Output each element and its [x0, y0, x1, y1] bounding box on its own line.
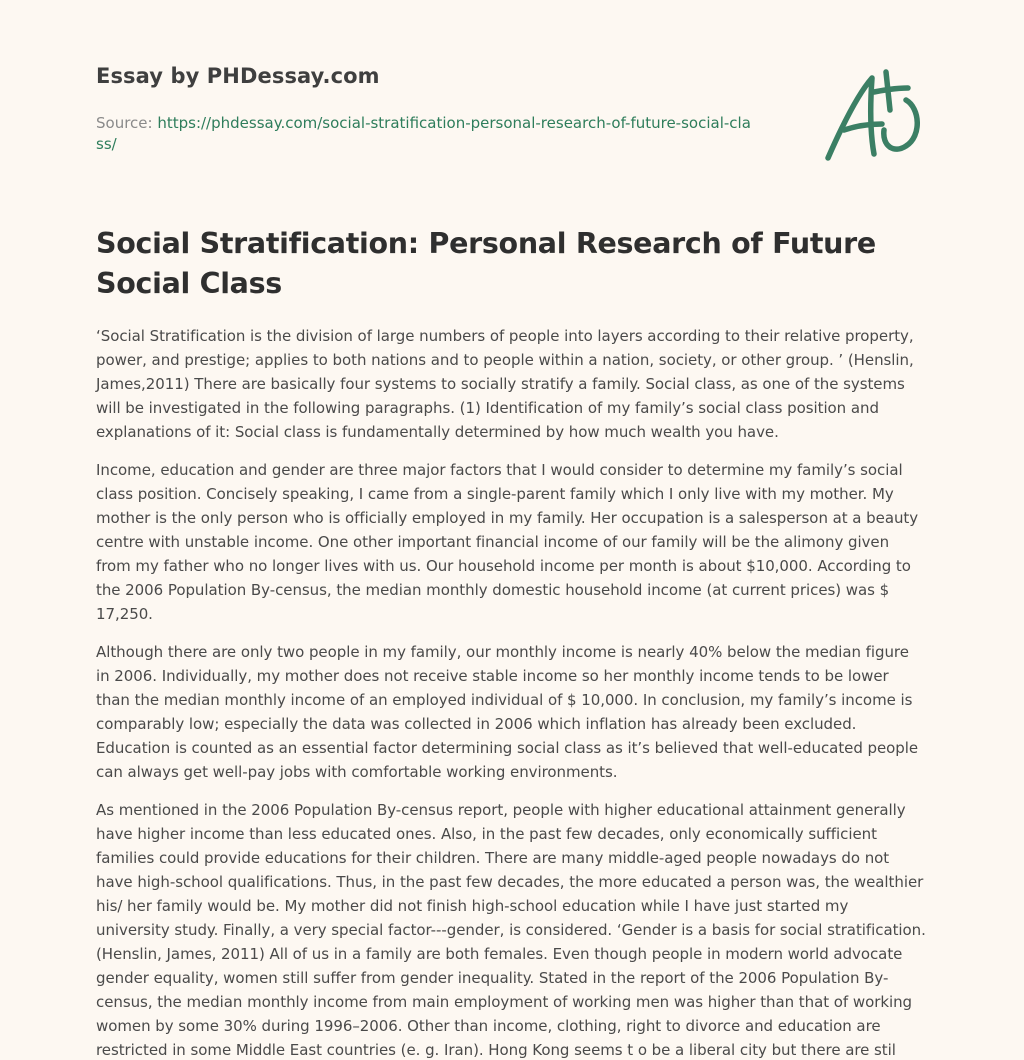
- source-link[interactable]: https://phdessay.com/social-stratification-personal-research-of-future-social-class/: [96, 114, 751, 153]
- paragraph: ‘Social Stratification is the division of large numbers of people into layers according to their relative property, power, and prestige; applies to both nations and to people within a nation, society, or other group. ’ (Henslin, James,2011) There are basically four systems to socially stratify a family. Social class, as one of the systems will be investigated in the following paragraphs. (1) Identification of my family’s social class position and explanations of it: Social class is fundamentally determined by how much wealth you have.: [96, 327, 914, 441]
- site-brand: Essay by PHDessay.com: [96, 64, 380, 88]
- essay-title: Social Stratification: Personal Research of Future Social Class: [96, 227, 876, 300]
- essay-body: [96, 324, 926, 1060]
- paragraph: Income, education and gender are three major factors that I would consider to determine my family’s social class position. Concisely speaking, I came from a single-parent family which I only live with my mother. My mother is the only person who is officially employed in my family. Her occupation is a salesperson at a beauty centre with unstable income. One other important financial income of our family will be the alimony given from my father who no longer lives with us. Our household income per month is about $10,000. According to the 2006 Population By-census, the median monthly domestic household income (at current prices) was $ 17,250.: [96, 461, 919, 623]
- paragraph: Although there are only two people in my family, our monthly income is nearly 40% below the median figure in 2006. Individually, my mother does not receive stable income so her monthly income tends to be lower than the median monthly income of an employed individual of $ 10,000. In conclusion, my family’s income is comparably low; especially the data was collected in 2006 which inflation has already been excluded. Education is counted as an essential factor determining social class as it’s believed that well-educated people can always get well-pay jobs with comfortable working environments.: [96, 643, 919, 781]
- source-label: Source:: [96, 114, 158, 132]
- page-header: [96, 64, 796, 155]
- a-plus-grade-logo-icon: [820, 66, 930, 166]
- paragraph: As mentioned in the 2006 Population By-census report, people with higher educational attainment generally have higher income than less educated ones. Also, in the past few decades, only economically sufficient families could provide educations for their children. There are many middle-aged people nowadays do not have high-school qualifications. Thus, in the past few decades, the more educated a person was, the wealthier his/ her family would be. My mother did not finish high-school education while I have just started my university study. Finally, a very special factor---gender, is considered. ‘Gender is a basis for social stratification. (Henslin, James, 2011) All of us in a family are both females. Even though people in modern world advocate gender equality, women still suffer from gender inequality. Stated in the report of the 2006 Population By-census, the median monthly income from main employment of working men was higher than that of working women by some 30% during 1996–2006. Other than income, clothing, right to divorce and education are restricted in some Middle East countries (e. g. Iran). Hong Kong seems t o be a liberal city but there are stil: [96, 801, 926, 1059]
- source-line: [96, 113, 756, 155]
